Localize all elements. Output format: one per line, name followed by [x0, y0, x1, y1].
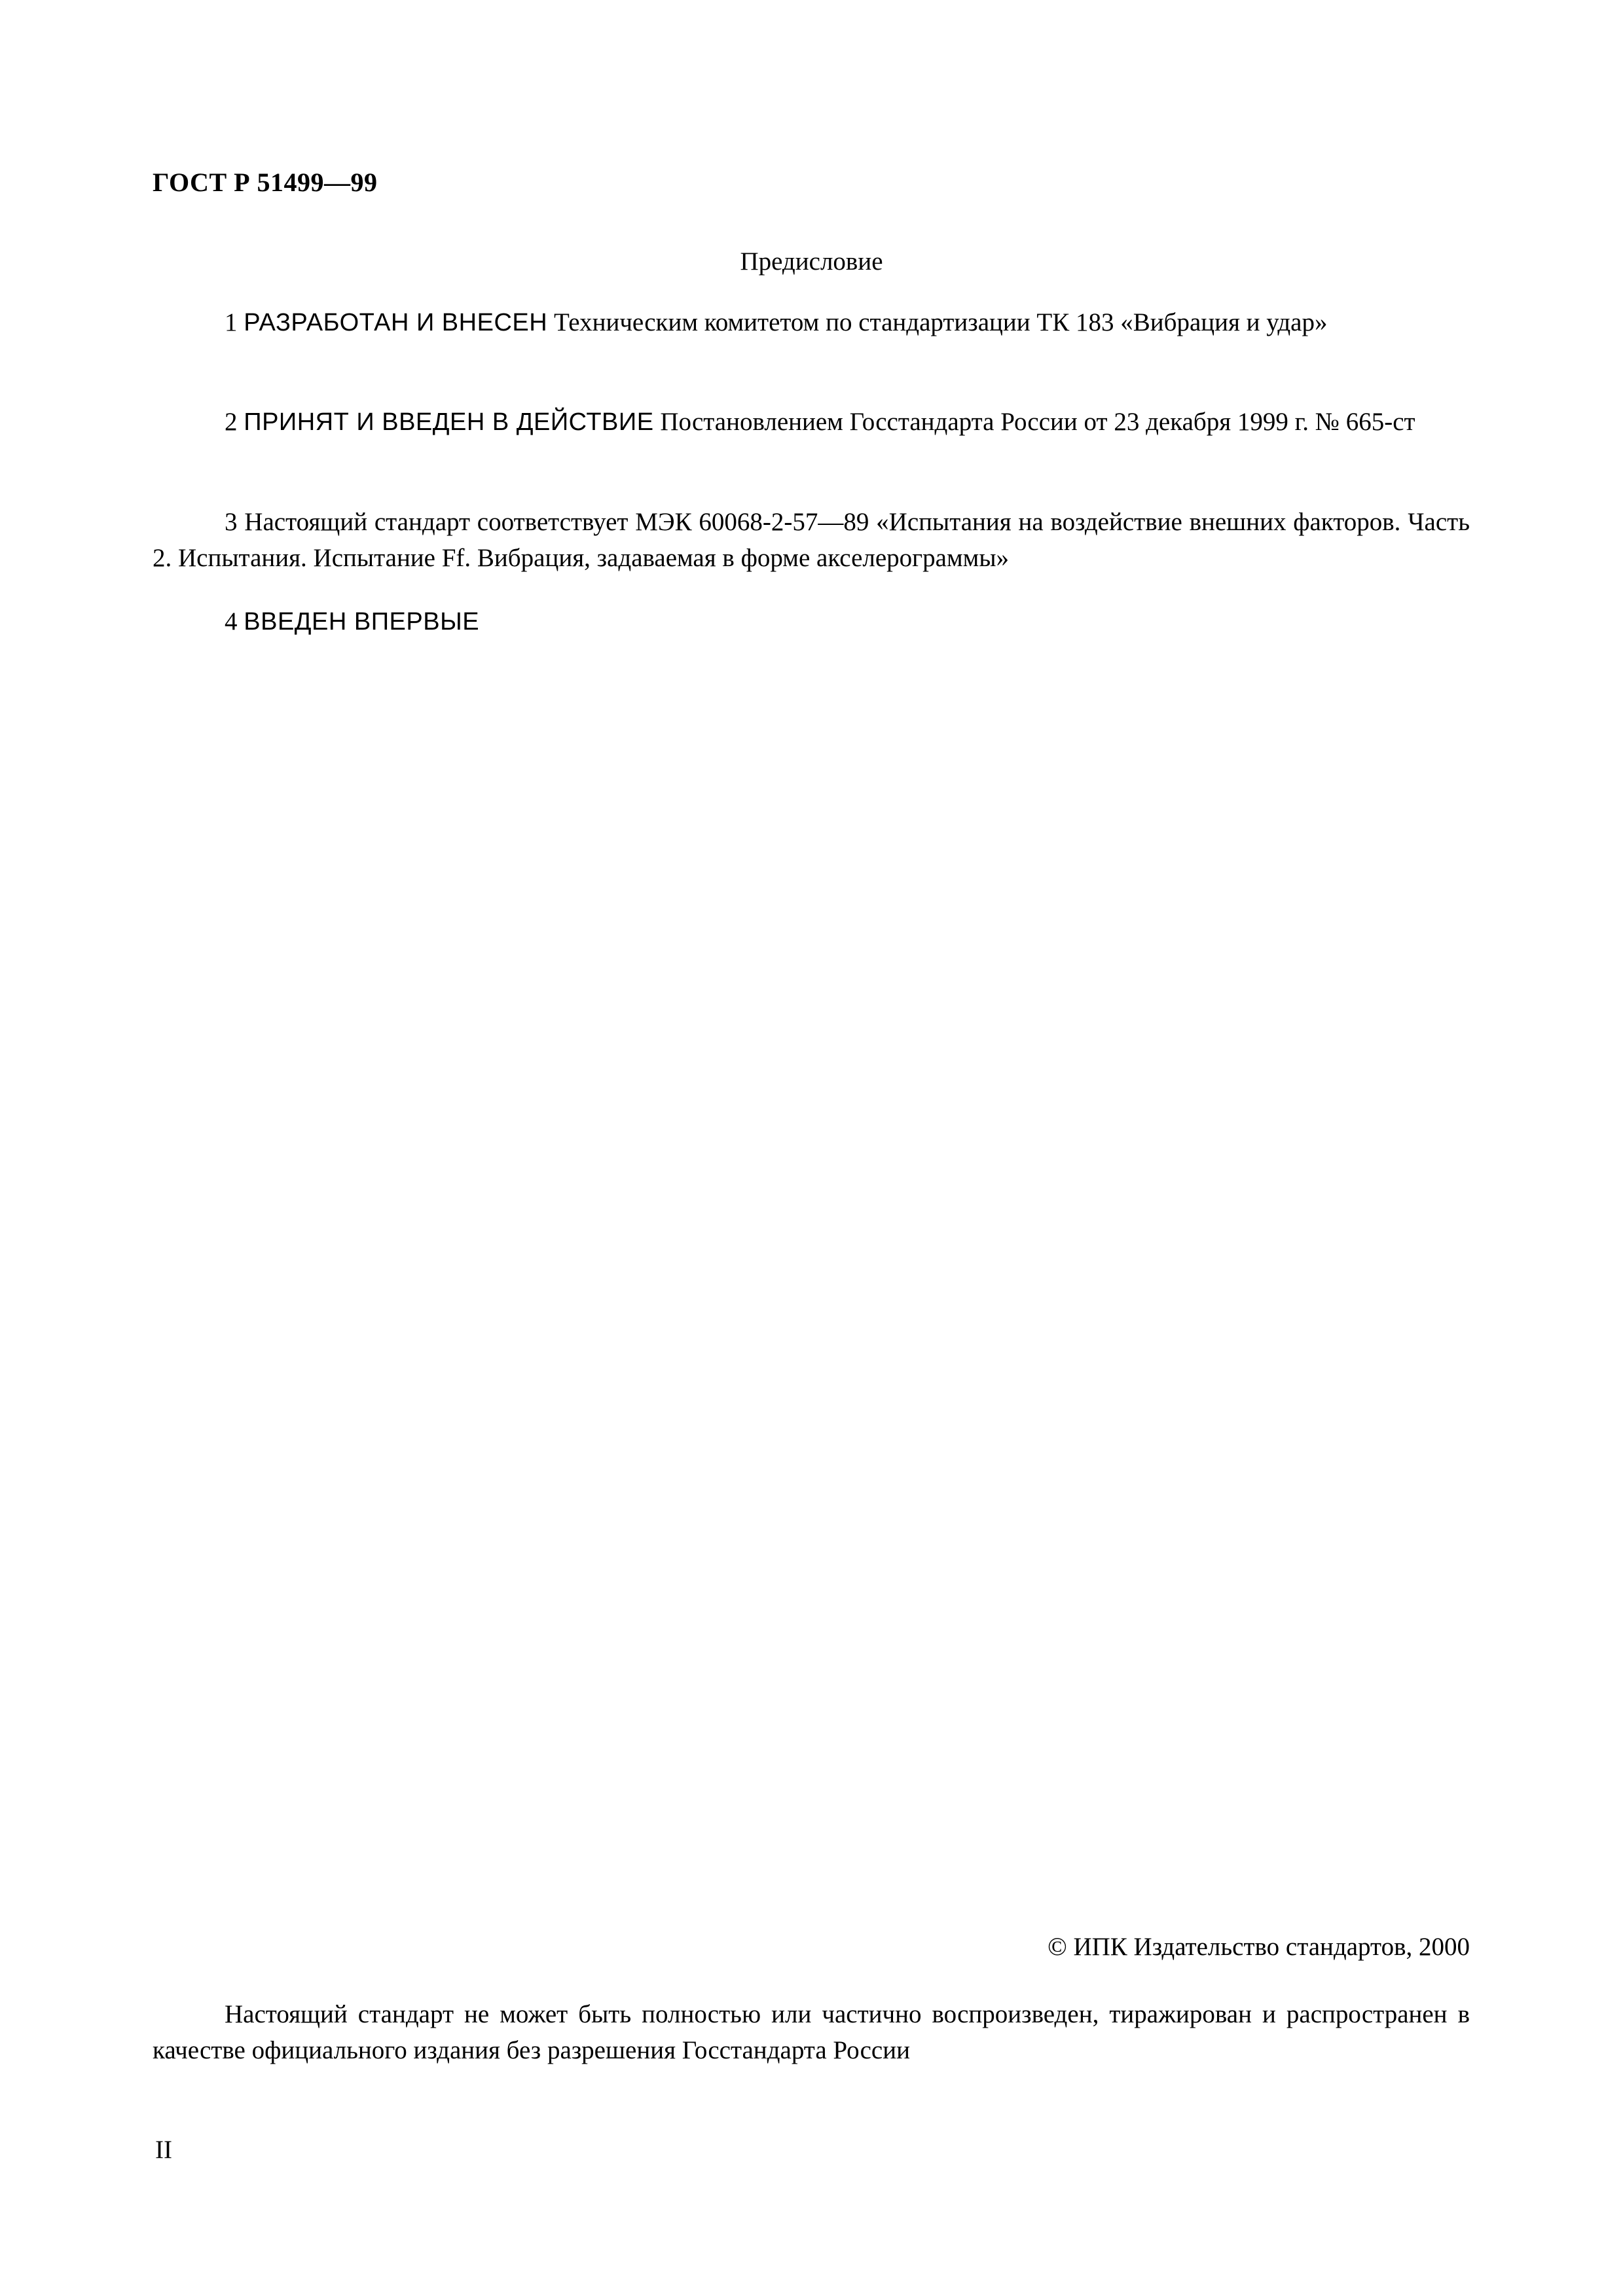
item-caps-heading: ВВЕДЕН ВПЕРВЫЕ — [244, 608, 480, 636]
item-caps-heading: РАЗРАБОТАН И ВНЕСЕН — [244, 309, 548, 336]
item-caps-heading: ПРИНЯТ И ВВЕДЕН В ДЕЙСТВИЕ — [244, 408, 654, 436]
item-number: 3 — [225, 508, 238, 536]
foreword-item-1 — [153, 304, 1470, 341]
item-text: Техническим комитетом по стандартизации ТК 183 «Вибрация и удар» — [553, 308, 1328, 336]
section-title: Предисловие — [740, 247, 883, 276]
foreword-item-4 — [153, 603, 1470, 640]
item-number: 2 — [225, 408, 238, 436]
foreword-item-3 — [153, 504, 1470, 576]
foreword-item-2 — [153, 404, 1470, 440]
item-text: Настоящий стандарт соответствует МЭК 60068-2-57—89 «Испытания на воздействие внешних факторов. Часть 2. Испытания. Испытание Ff. Вибрация, задаваемая в форме акселерограммы» — [153, 508, 1470, 572]
item-number: 4 — [225, 607, 238, 636]
standard-code-header: ГОСТ Р 51499—99 — [153, 168, 378, 197]
page-number: II — [155, 2136, 172, 2164]
item-number: 1 — [225, 308, 238, 336]
reproduction-notice: Настоящий стандарт не может быть полностью или частично воспроизведен, тиражирован и распространен в качестве официального издания без разрешения Госстандарта России — [153, 2000, 1470, 2064]
copyright-line: © ИПК Издательство стандартов, 2000 — [1048, 1933, 1470, 1961]
item-text: Постановлением Госстандарта России от 23 декабря 1999 г. № 665-ст — [660, 408, 1415, 436]
